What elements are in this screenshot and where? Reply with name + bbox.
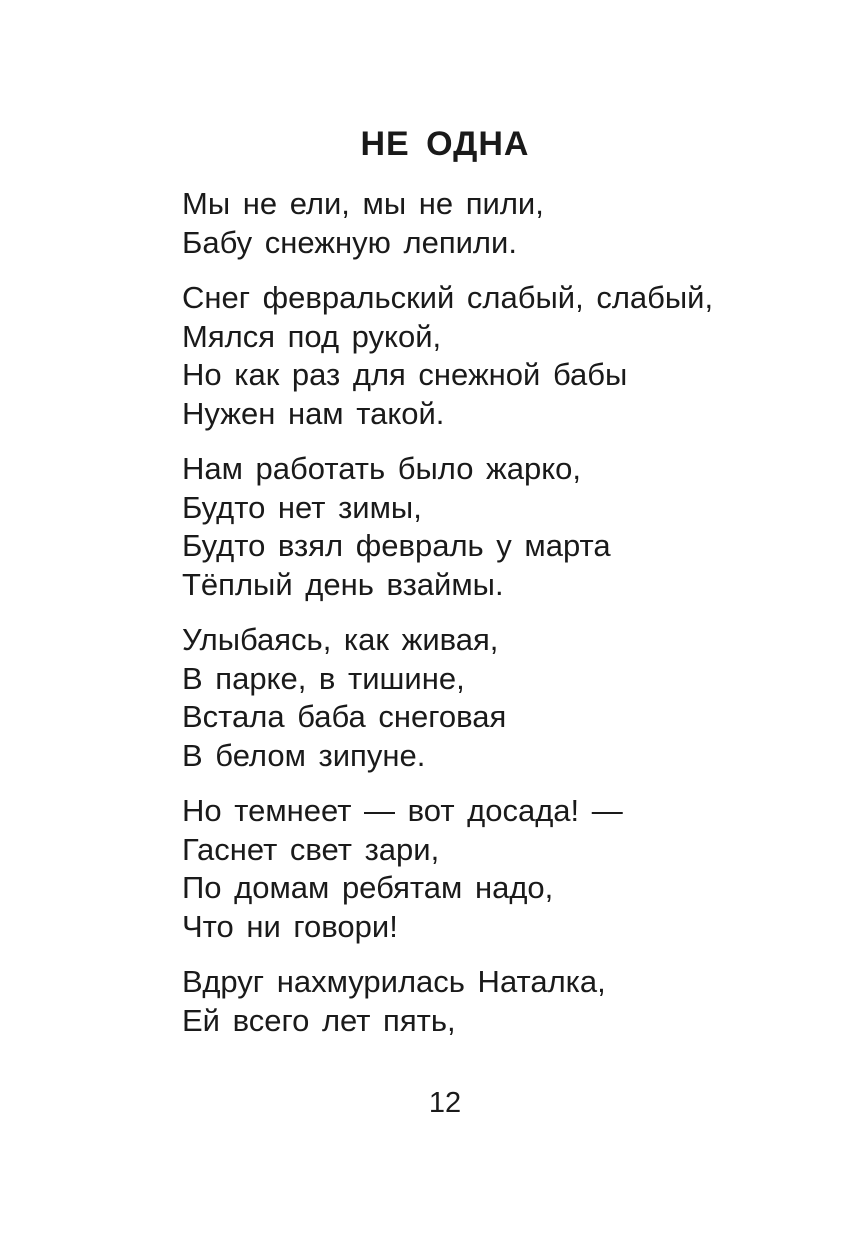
poem-line: Нужен нам такой. [182, 395, 445, 431]
poem-line: В белом зипуне. [182, 737, 426, 773]
stanza [182, 185, 822, 262]
poem-line: Вдруг нахмурилась Наталка, [182, 964, 606, 999]
poem-line: Будто взял февраль у марта [182, 528, 611, 563]
poem-title: НЕ ОДНА [360, 125, 530, 163]
stanza [182, 963, 822, 1040]
poem-line: По домам ребятам надо, [182, 870, 554, 905]
page-number: 12 [428, 1087, 462, 1119]
poem-line: Встала баба снеговая [182, 699, 507, 734]
poem-line: Бабу снежную лепили. [182, 224, 517, 260]
poem-line: Что ни говори! [182, 908, 398, 944]
poem-body [182, 185, 822, 1057]
poem-line: Будто нет зимы, [182, 489, 422, 525]
poem-line: Нам работать было жарко, [182, 451, 582, 486]
stanza [182, 450, 822, 604]
stanza [182, 279, 822, 433]
poem-line: Но как раз для снежной бабы [182, 357, 628, 392]
poem-line: Мялся под рукой, [182, 318, 442, 354]
poem-line: Улыбаясь, как живая, [182, 622, 499, 657]
poem-line: В парке, в тишине, [182, 660, 465, 696]
stanza [182, 621, 822, 775]
poem-line: Ей всего лет пять, [182, 1002, 456, 1038]
poem-line: Мы не ели, мы не пили, [182, 186, 544, 221]
poem-line: Тёплый день взаймы. [182, 566, 504, 602]
poem-line: Снег февральский слабый, слабый, [182, 280, 714, 315]
poem-line: Гаснет свет зари, [182, 831, 440, 867]
stanza [182, 792, 822, 946]
poem-line: Но темнеет — вот досада! — [182, 793, 623, 828]
